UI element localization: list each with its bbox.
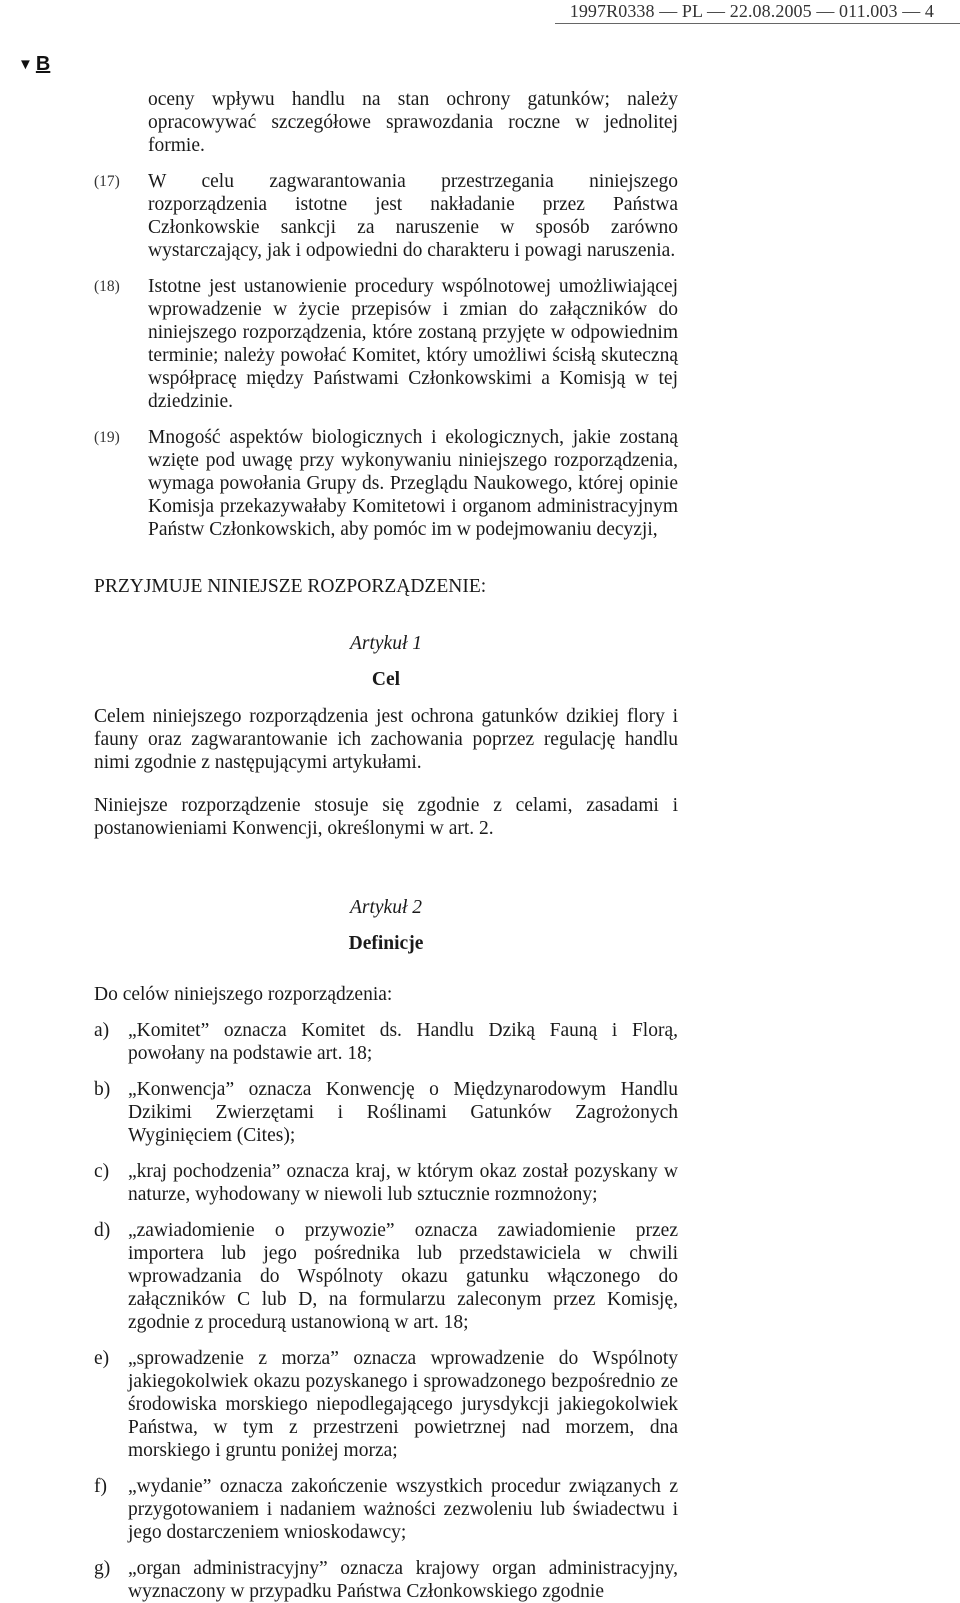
page-header bbox=[0, 0, 960, 30]
definition-label: g) bbox=[94, 1557, 111, 1579]
definition-g bbox=[94, 1557, 678, 1603]
recital-18 bbox=[94, 275, 678, 413]
definition-label: c) bbox=[94, 1160, 110, 1182]
definition-a bbox=[94, 1019, 678, 1065]
document-body bbox=[94, 88, 678, 1603]
article-1-heading: Cel bbox=[371, 669, 401, 690]
definition-text: „zawiadomienie o przywozie” oznacza zawiadomienie przez importera lub jego pośrednika lub przedstawiciela w chwili wprowadzania do Wspólnoty okazu gatunku włączonego do załączników C lub D, na formularzu zaleconym przez Komisję, zgodnie z procedurą ustanowioną w art. 18; bbox=[128, 1219, 678, 1333]
definition-label: e) bbox=[94, 1347, 110, 1369]
definition-text: „organ administracyjny” oznacza krajowy organ administracyjny, wyznaczony w przypadku Państwa Członkowskiego zgodnie bbox=[128, 1557, 678, 1602]
definition-text: „Konwencja” oznacza Konwencję o Międzynarodowym Handlu Dzikimi Zwierzętami i Roślinami Gatunków Zagrożonych Wyginięciem (Cites); bbox=[128, 1078, 678, 1146]
header-reference: 1997R0338 — PL — 22.08.2005 — 011.003 — 4 bbox=[569, 1, 934, 21]
recital-number: (19) bbox=[94, 429, 120, 446]
marker-letter: B bbox=[35, 53, 51, 75]
definition-f bbox=[94, 1475, 678, 1544]
recital-text: W celu zagwarantowania przestrzegania niniejszego rozporządzenia istotne jest nakładanie przez Państwa Członkowskie sankcji za naruszenie w sposób zarówno wystarczający, jak i odpowiedni do charakteru i powagi naruszenia. bbox=[148, 171, 678, 261]
recital-text: Istotne jest ustanowienie procedury wspólnotowej umożliwiającej wprowadzenie w życie przepisów i zmian do załączników do niniejszego rozporządzenia, które zostaną przyjęte w odpowiednim terminie; należy powołać Komitet, który umożliwi ścisłą skuteczną współpracę między Państwami Członkowskimi a Komisją w tej dziedzinie. bbox=[148, 276, 678, 412]
article-1-paragraph: Niniejsze rozporządzenie stosuje się zgodnie z celami, zasadami i postanowieniami Konwencji, określonymi w art. 2. bbox=[94, 794, 678, 839]
definition-text: „Komitet” oznacza Komitet ds. Handlu Dziką Fauną i Florą, powołany na podstawie art. 18; bbox=[128, 1019, 678, 1064]
definitions-intro: Do celów niniejszego rozporządzenia: bbox=[94, 983, 393, 1005]
definition-label: b) bbox=[94, 1078, 111, 1100]
recital-number: (18) bbox=[94, 278, 120, 295]
header-rule bbox=[555, 23, 960, 24]
definition-d bbox=[94, 1219, 678, 1334]
recital-number: (17) bbox=[94, 173, 120, 190]
definition-label: d) bbox=[94, 1219, 111, 1241]
article-1-paragraph: Celem niniejszego rozporządzenia jest ochrona gatunków dzikiej flory i fauny oraz zagwarantowanie ich zachowania poprzez regulację handlu nimi zgodnie z następującymi artykułami. bbox=[94, 706, 678, 773]
definition-text: „wydanie” oznacza zakończenie wszystkich procedur związanych z przygotowaniem i nadaniem ważności zezwoleniu lub świadectwu i jego dostarczeniem wnioskodawcy; bbox=[128, 1475, 678, 1543]
recital-text: Mnogość aspektów biologicznych i ekologicznych, jakie zostaną wzięte pod uwagę przy wykonywaniu niniejszego rozporządzenia, wymaga powołania Grupy ds. Przeglądu Naukowego, której opinie Komisja przekazywałaby Komitetowi i organom administracyjnym Państw Członkowskich, aby pomóc im w podejmowaniu decyzji, bbox=[148, 427, 678, 540]
recital-continuation: oceny wpływu handlu na stan ochrony gatunków; należy opracowywać szczegółowe sprawozdania roczne w jednolitej formie. bbox=[148, 89, 678, 156]
definition-e bbox=[94, 1347, 678, 1462]
article-2-heading: Definicje bbox=[348, 932, 424, 954]
definition-text: „kraj pochodzenia” oznacza kraj, w którym okaz został pozyskany w naturze, wyhodowany w niewoli lub sztucznie rozmnożony; bbox=[128, 1160, 678, 1205]
amendment-marker bbox=[18, 52, 50, 78]
definition-label: a) bbox=[94, 1019, 110, 1041]
definition-text: „sprowadzenie z morza” oznacza wprowadzenie do Wspólnoty jakiegokolwiek okazu pozyskanego i sprowadzonego bezpośrednio ze środowiska morskiego niepodlegającego jurysdykcji jakiegokolwiek Państwa, w tym z przestrzeni powietrznej nad morzem, dna morskiego i gruntu poniżej morza; bbox=[128, 1347, 678, 1461]
definition-c bbox=[94, 1160, 678, 1206]
adoption-formula: PRZYJMUJE NINIEJSZE ROZPORZĄDZENIE: bbox=[94, 576, 487, 597]
article-2-title: Artykuł 2 bbox=[349, 896, 423, 918]
definition-b bbox=[94, 1078, 678, 1147]
triangle-down-icon: ▼ bbox=[18, 56, 33, 73]
recital-19 bbox=[94, 426, 678, 541]
article-1-title: Artykuł 1 bbox=[349, 633, 423, 654]
definition-label: f) bbox=[94, 1475, 107, 1497]
recital-17 bbox=[94, 170, 678, 262]
